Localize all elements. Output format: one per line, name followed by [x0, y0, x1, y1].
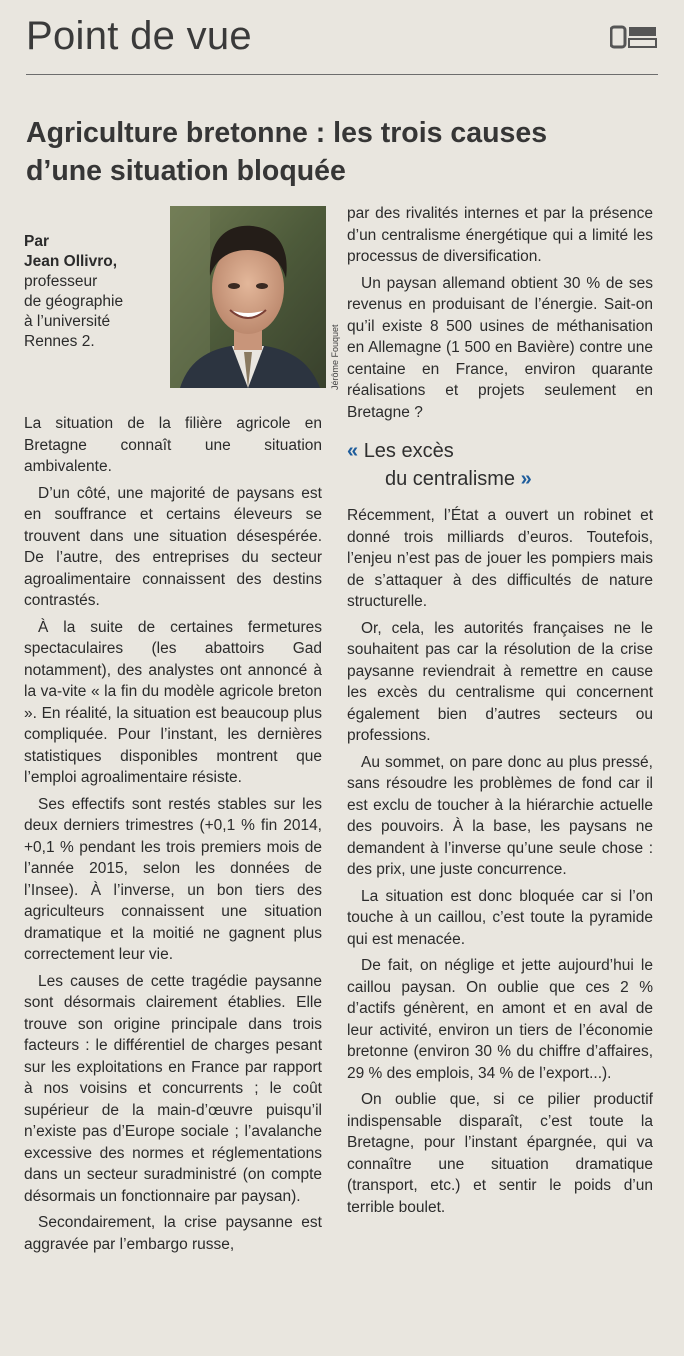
close-quote-icon: »: [520, 468, 532, 490]
author-name: Jean Ollivro,: [24, 253, 118, 270]
paragraph: Ses effectifs sont restés stables sur les deux derniers trimestres (+0,1 % fin 2014, +0,1 % pendant les trois premiers mois de l’année 2015, selon les données de l’Insee). À l’inverse, un bon tiers des agriculteurs connaissent une situation dramatique et la moitié ne gagnent plus correctement leur vie.: [24, 795, 322, 963]
subhead-line-2: du centralisme: [385, 468, 516, 490]
author-title-line: Rennes 2.: [24, 333, 95, 350]
headline-line-2: d’une situation bloquée: [26, 155, 346, 187]
author-title-line: à l’université: [24, 313, 111, 330]
article-headline: [26, 114, 646, 190]
paragraph: La situation de la filière agricole en Bretagne connaît une situation ambivalente.: [24, 415, 322, 475]
paragraph: On oublie que, si ce pilier productif indispensable disparaît, c’est toute la Bretagne, pour l’instant épargnée, qui va connaître une situation dramatique (transport, etc.) et sentir le poids d’un terrible boulet.: [347, 1091, 653, 1216]
paragraph: Or, cela, les autorités françaises ne le souhaitent pas car la résolution de la crise paysanne reviendrait à remettre en cause les excès du centralisme qui concernent également bien d’autres secteurs ou professions.: [347, 619, 653, 744]
paragraph: Secondairement, la crise paysanne est aggravée par l’embargo russe,: [24, 1214, 322, 1253]
article-column-1: [24, 413, 322, 1260]
paragraph: À la suite de certaines fermetures spectaculaires (les abattoirs Gad notamment), des analystes ont annoncé à la va-vite « la fin du modèle agricole breton ». En réalité, la situation est beaucoup plus compliquée. Pour l’instant, les dernières statistiques disponibles montrent que l’emploi agroalimentaire résiste.: [24, 618, 322, 786]
author-byline: [24, 232, 164, 352]
author-title-line: professeur: [24, 273, 98, 290]
author-title-line: de géographie: [24, 293, 124, 310]
rubric-title: Point de vue: [26, 14, 252, 58]
newspaper-logo-icon: [610, 24, 658, 50]
paragraph: Au sommet, on pare donc au plus pressé, sans résoudre les problèmes de fond car il est exclu de toucher à la hiérarchie actuelle des pouvoirs. À la base, les paysans ne demandent à l’inverse qu’une seule chose : des prix, une juste concurrence.: [347, 753, 653, 878]
section-subhead: [347, 437, 653, 493]
byline-label: Par: [24, 233, 49, 250]
paragraph: par des rivalités internes et par la présence d’un centralisme énergétique qui a limité les processus de diversification.: [347, 205, 653, 265]
author-portrait: [170, 206, 326, 388]
paragraph: Récemment, l’État a ouvert un robinet et donné trois milliards d’euros. Toutefois, l’enjeu n’est pas de jouer les pompiers mais de s’attaquer à des difficultés de nature structurelle.: [347, 507, 653, 610]
subhead-line-1: Les excès: [363, 440, 454, 462]
article-column-2: [347, 203, 653, 1223]
paragraph: Les causes de cette tragédie paysanne sont désormais clairement établies. Elle trouve son origine principale dans trois facteurs : le différentiel de charges pesant sur les exploitations en France par rapport à nos voisins et concurrents ; le coût supérieur de la main-d’œuvre puisqu’il n’existe pas d’Europe sociale ; l’avalanche excessive des normes et réglementations dans un secteur suradministré (on compte désormais un fonctionnaire par paysan).: [24, 972, 322, 1205]
open-quote-icon: «: [347, 440, 359, 462]
paragraph: Un paysan allemand obtient 30 % de ses revenus en produisant de l’énergie. Sait-on qu’il existe 8 500 usines de méthanisation en Allemagne (1 500 en Bavière) contre une centaine en France, environ quarante réalisations et projets seulement en Bretagne ?: [347, 274, 653, 421]
rubric-divider: [26, 74, 658, 75]
photo-credit: Jérôme Fouquet: [330, 324, 340, 390]
paragraph: La situation est donc bloquée car si l’on touche à un caillou, c’est toute la pyramide qui est menacée.: [347, 887, 653, 948]
paragraph: D’un côté, une majorité de paysans est en souffrance et certains éleveurs se trouvent dans une situation désespérée. De l’autre, des entreprises du secteur agroalimentaire connaissent des destins contrastés.: [24, 484, 322, 609]
headline-line-1: Agriculture bretonne : les trois causes: [26, 117, 548, 149]
paragraph: De fait, on néglige et jette aujourd’hui le caillou paysan. On oublie que ces 2 % d’actifs génèrent, en amont et en aval de leur activité, environ un tiers de l’économie bretonne (environ 30 % du chiffre d’affaires, 29 % des emplois, 34 % de l’export...).: [347, 957, 653, 1082]
